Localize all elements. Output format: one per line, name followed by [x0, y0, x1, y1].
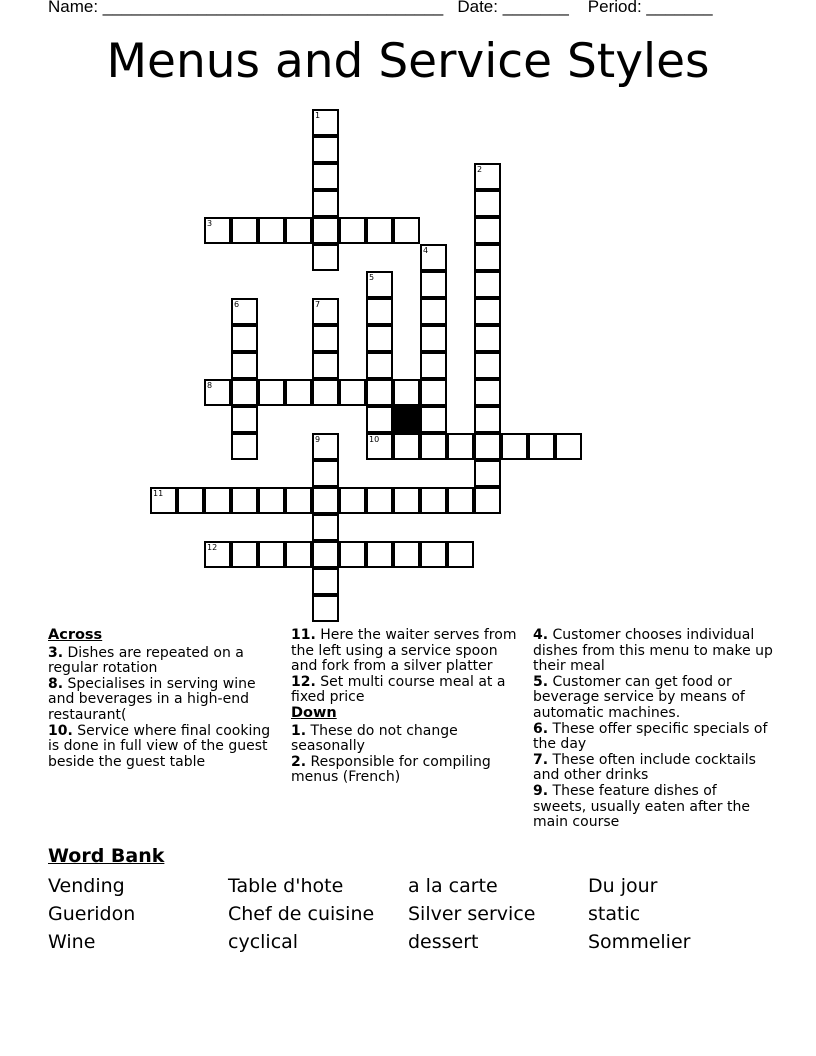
- crossword-cell[interactable]: [420, 298, 447, 325]
- clue-down-1: 1. These do not change seasonally: [291, 722, 458, 755]
- crossword-cell[interactable]: [474, 271, 501, 298]
- crossword-cell[interactable]: [312, 163, 339, 190]
- crossword-cell[interactable]: [285, 487, 312, 514]
- clue-down-2: 2. Responsible for compiling menus (French): [291, 753, 491, 786]
- crossword-cell[interactable]: [204, 487, 231, 514]
- crossword-cell[interactable]: [474, 190, 501, 217]
- crossword-cell[interactable]: [285, 379, 312, 406]
- crossword-cell[interactable]: [285, 541, 312, 568]
- crossword-cell[interactable]: [420, 433, 447, 460]
- crossword-cell[interactable]: [366, 271, 393, 298]
- crossword-cell[interactable]: [231, 352, 258, 379]
- clue-number: 10: [369, 435, 380, 444]
- down-heading: Down: [291, 704, 337, 721]
- word-bank-title: Word Bank: [48, 845, 165, 867]
- crossword-cell[interactable]: [474, 460, 501, 487]
- word-bank-item: dessert: [408, 931, 479, 953]
- clue-across-12: 12. Set multi course meal at a fixed price: [291, 673, 506, 706]
- clue-number: 3: [207, 219, 213, 228]
- crossword-cell[interactable]: [339, 379, 366, 406]
- clue-across-11: 11. Here the waiter serves from the left using a service spoon and fork from a silver platter: [291, 627, 517, 675]
- word-bank-item: Chef de cuisine: [228, 903, 375, 925]
- crossword-cell[interactable]: [447, 433, 474, 460]
- crossword-cell[interactable]: [312, 298, 339, 325]
- clue-down-7: 7. These often include cocktails and other drinks: [533, 751, 756, 784]
- crossword-cell[interactable]: [366, 406, 393, 433]
- crossword-cell[interactable]: [447, 487, 474, 514]
- crossword-cell[interactable]: [312, 541, 339, 568]
- clue-number: 11: [153, 489, 164, 498]
- crossword-cell[interactable]: [258, 379, 285, 406]
- clues-column-1: [48, 628, 280, 770]
- crossword-cell[interactable]: [528, 433, 555, 460]
- crossword-cell[interactable]: [312, 379, 339, 406]
- word-bank-column-3: [408, 872, 535, 956]
- crossword-cell[interactable]: [231, 298, 258, 325]
- crossword-cell[interactable]: [312, 244, 339, 271]
- clue-across-10: 10. Service where final cooking is done in full view of the guest beside the guest table: [48, 722, 271, 770]
- word-bank-item: cyclical: [228, 931, 299, 953]
- word-bank-item: static: [588, 903, 641, 925]
- clue-down-9: 9. These feature dishes of sweets, usually eaten after the main course: [533, 782, 750, 831]
- page-title: Menus and Service Styles: [106, 34, 710, 89]
- word-bank-item: Table d'hote: [228, 875, 344, 897]
- crossword-cell[interactable]: [474, 433, 501, 460]
- crossword-cell[interactable]: [258, 487, 285, 514]
- clue-down-6: 6. These offer specific specials of the day: [533, 720, 768, 753]
- crossword-cell[interactable]: [285, 217, 312, 244]
- word-bank-item: Sommelier: [588, 931, 691, 953]
- crossword-cell[interactable]: [420, 541, 447, 568]
- crossword-cell[interactable]: [231, 217, 258, 244]
- name-field-label: Name: ____________________________________: [48, 0, 444, 16]
- clue-number: 7: [315, 300, 321, 309]
- word-bank-item: Gueridon: [48, 903, 136, 925]
- clue-number: 12: [207, 543, 218, 552]
- crossword-cell[interactable]: [312, 568, 339, 595]
- crossword-cell[interactable]: [393, 217, 420, 244]
- crossword-cell[interactable]: [366, 217, 393, 244]
- crossword-cell[interactable]: [474, 163, 501, 190]
- date-field-label: Date: _______: [457, 0, 569, 16]
- crossword-cell[interactable]: [366, 379, 393, 406]
- crossword-cell[interactable]: [312, 514, 339, 541]
- crossword-cell[interactable]: [312, 109, 339, 136]
- crossword-black-cell: [393, 406, 420, 433]
- crossword-cell[interactable]: [366, 433, 393, 460]
- crossword-cell[interactable]: [474, 406, 501, 433]
- crossword-cell[interactable]: [312, 190, 339, 217]
- clue-across-8: 8. Specialises in serving wine and beverages in a high-end restaurant(: [48, 675, 256, 723]
- crossword-cell[interactable]: [150, 487, 177, 514]
- crossword-cell[interactable]: [420, 487, 447, 514]
- crossword-cell[interactable]: [420, 271, 447, 298]
- crossword-cell[interactable]: [393, 379, 420, 406]
- crossword-cell[interactable]: [366, 325, 393, 352]
- crossword-cell[interactable]: [312, 487, 339, 514]
- word-bank-item: Wine: [48, 931, 96, 953]
- crossword-cell[interactable]: [312, 460, 339, 487]
- clue-number: 9: [315, 435, 321, 444]
- clue-down-5: 5. Customer can get food or beverage service by means of automatic machines.: [533, 673, 745, 721]
- crossword-cell[interactable]: [258, 541, 285, 568]
- crossword-cell[interactable]: [474, 487, 501, 514]
- crossword-cell[interactable]: [312, 595, 339, 622]
- crossword-cell[interactable]: [474, 217, 501, 244]
- crossword-cell[interactable]: [339, 541, 366, 568]
- crossword-cell[interactable]: [420, 244, 447, 271]
- clue-number: 8: [207, 381, 213, 390]
- crossword-cell[interactable]: [231, 487, 258, 514]
- crossword-cell[interactable]: [420, 325, 447, 352]
- crossword-cell[interactable]: [312, 217, 339, 244]
- word-bank-item: Silver service: [408, 903, 536, 925]
- crossword-cell[interactable]: [339, 487, 366, 514]
- crossword-cell[interactable]: [393, 541, 420, 568]
- crossword-cell[interactable]: [231, 379, 258, 406]
- crossword-cell[interactable]: [312, 352, 339, 379]
- crossword-cell[interactable]: [366, 352, 393, 379]
- clues-column-2: [291, 628, 523, 786]
- crossword-cell[interactable]: [420, 406, 447, 433]
- crossword-cell[interactable]: [231, 541, 258, 568]
- word-bank-item: Du jour: [588, 875, 658, 897]
- clue-number: 2: [477, 165, 483, 174]
- crossword-cell[interactable]: [312, 433, 339, 460]
- crossword-cell[interactable]: [555, 433, 582, 460]
- clues-column-3: [533, 628, 773, 831]
- word-bank-item: a la carte: [408, 875, 498, 897]
- word-bank-column-1: [48, 872, 135, 956]
- crossword-cell[interactable]: [177, 487, 204, 514]
- crossword-cell[interactable]: [204, 541, 231, 568]
- crossword-cell[interactable]: [231, 433, 258, 460]
- crossword-cell[interactable]: [204, 217, 231, 244]
- clue-across-3: 3. Dishes are repeated on a regular rotation: [48, 644, 244, 677]
- crossword-cell[interactable]: [501, 433, 528, 460]
- word-bank-item: Vending: [48, 875, 125, 897]
- crossword-cell[interactable]: [312, 136, 339, 163]
- crossword-cell[interactable]: [393, 487, 420, 514]
- crossword-cell[interactable]: [447, 541, 474, 568]
- crossword-cell[interactable]: [231, 406, 258, 433]
- clue-number: 1: [315, 111, 321, 120]
- clue-number: 5: [369, 273, 375, 282]
- clue-number: 4: [423, 246, 429, 255]
- crossword-cell[interactable]: [474, 325, 501, 352]
- word-bank-column-2: [228, 872, 374, 956]
- crossword-cell[interactable]: [420, 379, 447, 406]
- word-bank-column-4: [588, 872, 690, 956]
- crossword-cell[interactable]: [474, 352, 501, 379]
- clue-down-4: 4. Customer chooses individual dishes from this menu to make up their meal: [533, 627, 773, 675]
- crossword-cell[interactable]: [366, 487, 393, 514]
- crossword-cell[interactable]: [474, 298, 501, 325]
- crossword-cell[interactable]: [231, 325, 258, 352]
- crossword-cell[interactable]: [474, 244, 501, 271]
- crossword-cell[interactable]: [339, 217, 366, 244]
- crossword-cell[interactable]: [474, 379, 501, 406]
- across-heading: Across: [48, 627, 103, 643]
- worksheet-header: [48, 0, 713, 17]
- clue-number: 6: [234, 300, 240, 309]
- crossword-cell[interactable]: [258, 217, 285, 244]
- crossword-cell[interactable]: [366, 541, 393, 568]
- crossword-cell[interactable]: [393, 433, 420, 460]
- crossword-cell[interactable]: [420, 352, 447, 379]
- crossword-cell[interactable]: [204, 379, 231, 406]
- crossword-cell[interactable]: [312, 325, 339, 352]
- period-field-label: Period: _______: [587, 0, 713, 16]
- crossword-cell[interactable]: [366, 298, 393, 325]
